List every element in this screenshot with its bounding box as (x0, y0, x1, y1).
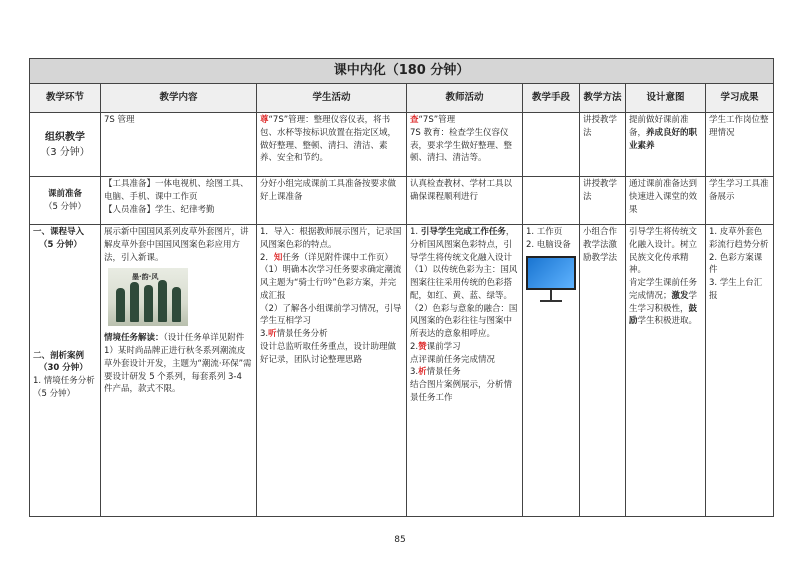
teacher-step-2: 课前学习 (426, 341, 461, 352)
teacher-step-1: 引导学生完成工作任务 (420, 227, 506, 237)
header-student: 学生活动 (257, 84, 407, 113)
outcome-cell: 学生学习工具准备展示 (706, 177, 774, 225)
method-cell: 小组合作教学法激励教学法 (580, 225, 626, 517)
stage-case-item: 1. 情境任务分析 (33, 376, 95, 386)
page-number: 85 (394, 535, 406, 545)
teacher-step-2-mark: 赞 (418, 341, 427, 352)
content-cell: 7S 管理 (101, 113, 257, 177)
student-step-1: 1．导入：根据教师展示图片，记录国风图案色彩的特点。 (260, 227, 402, 250)
teacher-cell: 认真检查教材、学材工具以确保课程顺利进行 (407, 177, 523, 225)
stage-intro-duration: （5 分钟） (39, 239, 82, 250)
teacher-step-3-mark: 析 (418, 367, 427, 378)
student-mark: 尊 (260, 115, 269, 125)
stage-cell (30, 113, 101, 177)
stage-case-title: 二、剖析案例 (33, 350, 85, 361)
teacher-step-3b: 结合图片案例展示，分析情景任务工作 (410, 380, 513, 403)
intent-emphasis: 养成良好的职业素养 (629, 127, 698, 151)
student-step-2a: （1）明确本次学习任务要求确定潮流风主题为“骑士行吟”色彩方案，并完成汇报 (260, 265, 402, 301)
intent-2a: 肯定学生课前任务完成情况； (629, 278, 698, 301)
table-title-row (30, 59, 774, 84)
teacher-cell: 1. 引导学生完成工作任务，分析国风图案色彩特点，引导学生将传统文化融入设计 （1）以传统色彩为主：国风图案往往采用传统的色彩搭配，如红、黄、蓝、绿等。 （2）色彩与意象的融合：国风图案的色彩往往与图案中所表达的意象相呼应。 2.赞课前学习 点评课前任务完成情况 3.析情景任务 结合图片案例展示，分析情景任务工作 (407, 225, 523, 517)
header-means: 教学手段 (523, 84, 580, 113)
intent-2d: 鼓励 (629, 303, 698, 327)
outcome-cell (706, 225, 774, 517)
outcome-2: 2. 色彩方案课件 (709, 252, 763, 276)
teacher-cell (407, 113, 523, 177)
stage-duration: （5 分钟） (43, 201, 87, 212)
content-people: 【人员准备】学生、纪律考勤 (104, 204, 215, 215)
means-item-2: 2. 电脑设备 (526, 239, 571, 250)
table-header-row (30, 84, 774, 113)
table-row (30, 225, 774, 517)
intent-cell (626, 225, 706, 517)
header-teacher: 教师活动 (407, 84, 523, 113)
stage-duration: （3 分钟） (40, 146, 90, 158)
image-caption: 墨·韵·风 (132, 273, 159, 282)
header-stage: 教学环节 (30, 84, 101, 113)
lesson-plan-page (29, 58, 773, 517)
means-cell (523, 177, 580, 225)
table-title: 课中内化（180 分钟） (30, 59, 774, 84)
content-intro: 展示新中国国风系列皮草外套图片，讲解皮草外套中国国风图案色彩应用方法，引入新课。 (104, 227, 249, 263)
content-tools: 【工具准备】一体电视机、绘图工具、电脑、手机、课中工作页 (104, 179, 249, 202)
content-cell (101, 225, 257, 517)
teacher-step-2b: 点评课前任务完成情况 (410, 354, 496, 365)
teacher-step-3: 情景任务 (426, 367, 461, 378)
intent-text: 提前做好课前准备， (629, 115, 689, 138)
student-text: “7S”管理：整理仪容仪表，将书包、水杯等按标识放置在指定区域，做好整理、整顿、清扫、清洁、素养、安全和节约。 (260, 115, 397, 164)
task-label: 情境任务解读： (104, 333, 164, 344)
method-cell: 讲授教学法 (580, 113, 626, 177)
intent-cell: 通过课前准备达到快速进入课堂的效果 (626, 177, 706, 225)
table-row (30, 113, 774, 177)
task-text: （设计任务单详见附件 1）某时尚品牌正进行秋冬系列潮流皮草外套设计开发，主题为“潮流·环保”需要设计研发 5 个系列，每套系列 3-4 件产品，款式不限。 (104, 333, 252, 395)
header-intent: 设计意图 (626, 84, 706, 113)
method-cell: 讲授教学法 (580, 177, 626, 225)
stage-case-item-duration: （5 分钟） (33, 388, 76, 399)
stage-cell (30, 177, 101, 225)
fur-coat-image (108, 268, 188, 326)
outcome-cell: 学生工作岗位整理情况 (706, 113, 774, 177)
header-outcome: 学习成果 (706, 84, 774, 113)
lesson-plan-table (29, 58, 774, 517)
intent-2e: 学生积极进取。 (637, 316, 698, 327)
student-step-3b: 设计总监听取任务重点，设计助理做好记录，团队讨论整理思路 (260, 341, 397, 365)
means-item-1: 1. 工作页 (526, 227, 563, 237)
intent-2c: 学生学习积极性， (629, 290, 698, 314)
intent-cell (626, 113, 706, 177)
intent-1: 引导学生将传统文化融入设计。树立民族文化传承精神。 (629, 227, 698, 276)
student-cell (257, 113, 407, 177)
teacher-step-1b: ，分析国风图案色彩特点，引导学生将传统文化融入设计 (410, 227, 515, 263)
student-cell: 分好小组完成课前工具准备按要求做好上课准备 (257, 177, 407, 225)
header-content: 教学内容 (101, 84, 257, 113)
student-step-2b: （2）了解各小组课前学习情况，引导学生互相学习 (260, 303, 402, 327)
student-step-2-mark: 知 (273, 252, 283, 263)
stage-cell (30, 225, 101, 517)
stage-title: 组织教学 (45, 131, 85, 143)
monitor-icon (526, 256, 576, 290)
stage-case-duration: （30 分钟） (39, 363, 88, 374)
student-cell: 1．导入：根据教师展示图片，记录国风图案色彩的特点。 2．知任务（详见附件课中工作页） （1）明确本次学习任务要求确定潮流风主题为“骑士行吟”色彩方案，并完成汇报 （2）了解各小组课前学习情况，引导学生互相学习 3.听情景任务分析 设计总监听取任务重点，设计助理做好记录，团队讨论整理思路 (257, 225, 407, 517)
teacher-text-2: 7S 教育：检查学生仪容仪表，要求学生做好整理、整顿、清扫、清洁等。 (410, 127, 513, 164)
teacher-mark: 查 (410, 115, 419, 125)
content-cell (101, 177, 257, 225)
student-step-3: 情景任务分析 (276, 329, 328, 339)
student-step-2: 任务（详见附件课中工作页） (282, 252, 393, 263)
means-cell (523, 113, 580, 177)
intent-2b: 激发 (671, 290, 689, 301)
stage-title: 课前准备 (47, 188, 82, 199)
teacher-step-1c: （1）以传统色彩为主：国风图案往往采用传统的色彩搭配，如红、黄、蓝、绿等。 (410, 265, 518, 301)
means-cell (523, 225, 580, 517)
teacher-text: “7S”管理 (418, 115, 456, 125)
outcome-1: 1. 皮草外套色彩流行趋势分析 (709, 227, 769, 250)
stage-intro-title: 一、课程导入 (33, 227, 85, 237)
header-method: 教学方法 (580, 84, 626, 113)
outcome-3: 3. 学生上台汇报 (709, 278, 763, 301)
student-step-3-mark: 听 (268, 329, 277, 339)
teacher-step-1d: （2）色彩与意象的融合：国风图案的色彩往往与图案中所表达的意象相呼应。 (410, 303, 518, 339)
table-row (30, 177, 774, 225)
